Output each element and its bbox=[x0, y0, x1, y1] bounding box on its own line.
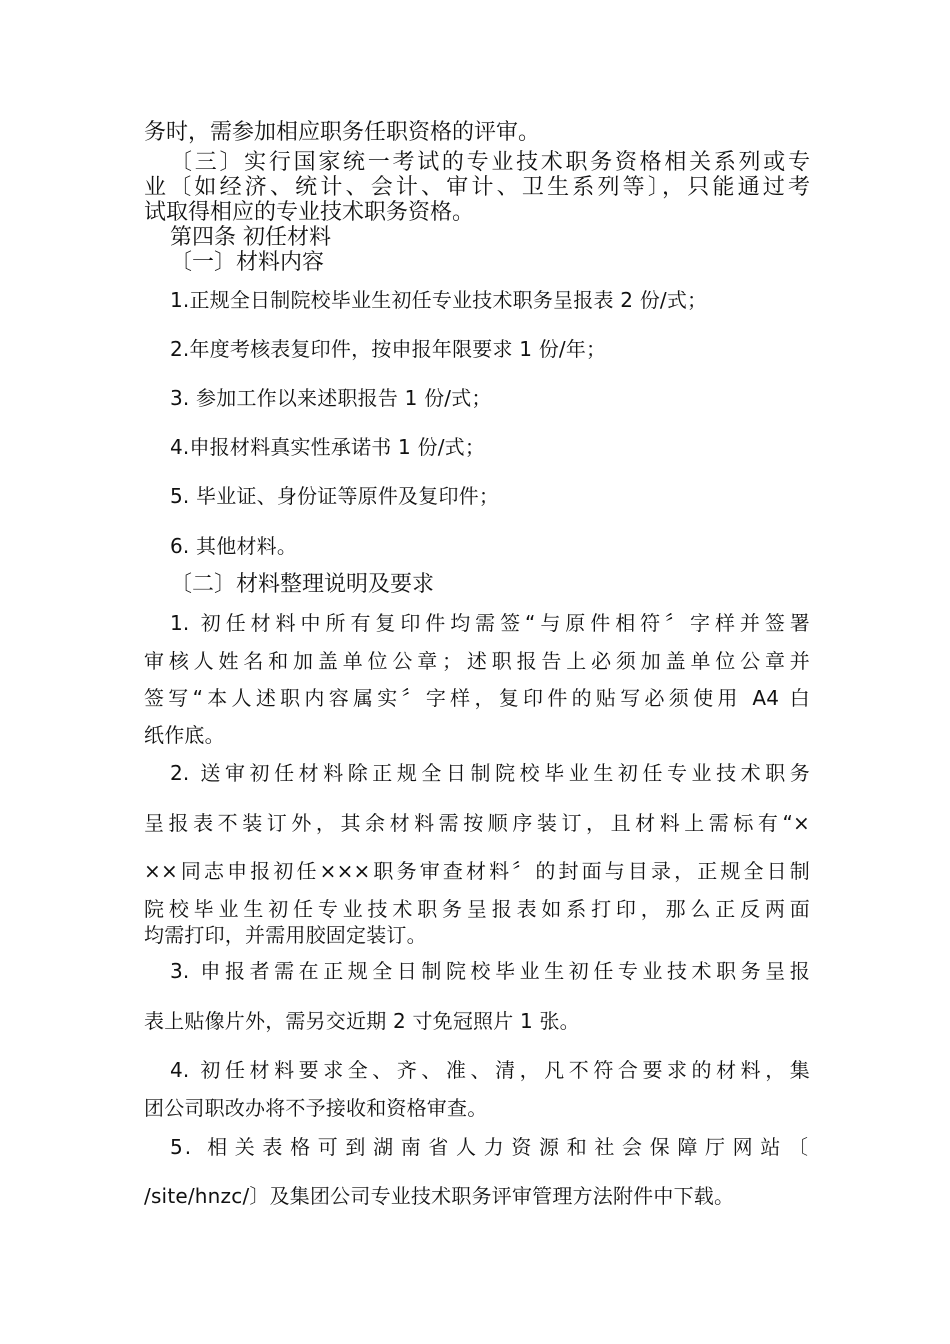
subsection-heading: 〔一〕材料内容 bbox=[170, 250, 325, 275]
subsection-heading: 〔二〕材料整理说明及要求 bbox=[170, 572, 435, 597]
text-line: 纸作底。 bbox=[144, 723, 225, 747]
text-line: 3. 申报者需在正规全日制院校毕业生初任专业技术职务呈报 bbox=[170, 959, 810, 983]
text-line: 均需打印，并需用胶固定装订。 bbox=[144, 923, 427, 947]
text-line: 1. 初任材料中所有复印件均需签“与原件相符〞字样并签署 bbox=[170, 611, 810, 635]
list-item: 2.年度考核表复印件，按申报年限要求 1 份/年； bbox=[170, 337, 607, 361]
text-line: 2. 送审初任材料除正规全日制院校毕业生初任专业技术职务 bbox=[170, 761, 810, 785]
text-line: 呈报表不装订外，其余材料需按顺序装订，且材料上需标有“× bbox=[144, 811, 810, 835]
text-line: 签写“本人述职内容属实〞字样，复印件的贴写必须使用 A4 白 bbox=[144, 686, 810, 710]
section-heading: 第四条 初任材料 bbox=[170, 225, 331, 250]
text-line: 表上贴像片外，需另交近期 2 寸免冠照片 1 张。 bbox=[144, 1009, 580, 1033]
list-item: 1.正规全日制院校毕业生初任专业技术职务呈报表 2 份/式； bbox=[170, 288, 708, 312]
list-item: 6. 其他材料。 bbox=[170, 534, 298, 558]
text-line: 业〔如经济、统计、会计、审计、卫生系列等〕，只能通过考 bbox=[144, 175, 810, 200]
list-item: 3. 参加工作以来述职报告 1 份/式； bbox=[170, 386, 492, 410]
text-line: /site/hnzc/〕及集团公司专业技术职务评审管理方法附件中下载。 bbox=[144, 1184, 735, 1208]
list-item: 4.申报材料真实性承诺书 1 份/式； bbox=[170, 435, 486, 459]
text-line: 院校毕业生初任专业技术职务呈报表如系打印，那么正反两面 bbox=[144, 897, 810, 921]
text-line: 5. 相关表格可到湖南省人力资源和社会保障厅网站〔 bbox=[170, 1135, 810, 1159]
text-line: 务时，需参加相应职务任职资格的评审。 bbox=[144, 120, 541, 145]
text-line: 团公司职改办将不予接收和资格审查。 bbox=[144, 1096, 488, 1120]
text-line: ××同志申报初任×××职务审查材料〞的封面与目录，正规全日制 bbox=[144, 859, 810, 883]
text-line: 审核人姓名和加盖单位公章；述职报告上必须加盖单位公章并 bbox=[144, 649, 810, 673]
text-line: 〔三〕实行国家统一考试的专业技术职务资格相关系列或专 bbox=[170, 150, 810, 175]
list-item: 5. 毕业证、身份证等原件及复印件； bbox=[170, 484, 500, 508]
text-line: 试取得相应的专业技术职务资格。 bbox=[144, 200, 475, 225]
text-line: 4. 初任材料要求全、齐、准、清，凡不符合要求的材料，集 bbox=[170, 1058, 810, 1082]
